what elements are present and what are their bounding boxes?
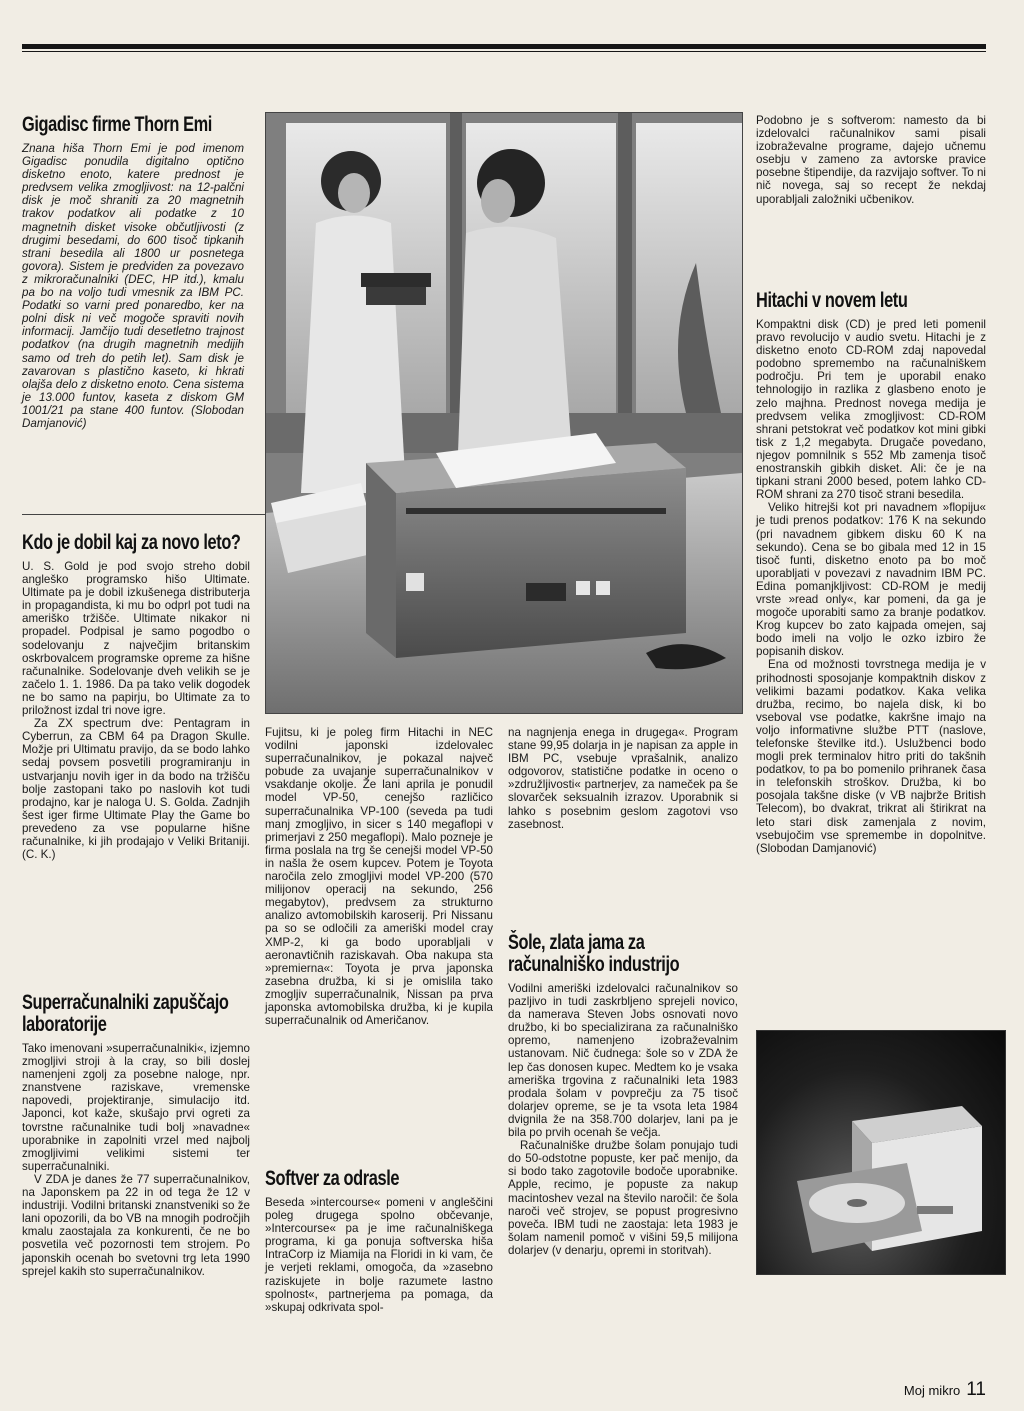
magazine-name: Moj mikro (903, 1383, 961, 1398)
hitachi-paragraph-3: Ena od možnosti tovrstnega medija je v prihodnosti sposojanje kompaktnih diskov z velikimi bazami podatkov. Kaka velika družba, recimo, bo najela disk, ki bo vseboval vse podatke, kakršne imajo na voljo informativne službe PTT (naslove, telefonske številke itd.). Uslužbenci bodo mogli prek terminalov hitro priti do takšnih podatkov, to pa bo pomenilo prihranek časa in telefonskih stroškov. Družba, ki bo posojala takšne diske (v VB najbrže British Telecom), bo dvakrat, trikrat ali štirikrat na leto stari disk zamenjala z novim, vsebujočim vse spremembe in dopolnitve. (Slobodan Damjanović) (756, 658, 986, 855)
superracunalniki-paragraph-1: Tako imenovani »superračunalniki«, izjemno zmogljivi stroji à la cray, so bili doslej namenjeni zgolj za posebne naloge, npr. znanstvene raziskave, vremenske napovedi, projektiranje, simulacijo itd. Japonci, kot kaže, skušajo prvi ogreti za tovrstne računalnike tudi bolj »navadne« uporabnike in zapolniti vrzel med najbolj zmogljivimi velikimi sistemi ter superračunalniki. (22, 1042, 250, 1173)
top-rule (22, 44, 986, 49)
article-gigadisc (22, 114, 244, 430)
article-sole (508, 932, 738, 1257)
page-footer (904, 1379, 986, 1401)
softver-title: Softver za odrasle (265, 1167, 400, 1190)
sole-paragraph-1: Vodilni ameriški izdelovalci računalnikov so pazljivo in tudi zaskrbljeno sprejeli novico, da namerava Steven Jobs osnovati novo družbo, ki bo specializirana za računalniško opremo, namenjeno izobraževalnim ustanovam. Nič čudnega: šole so v ZDA že lep čas donosen kupec. Medtem ko je vsaka ameriška trgovina z računalniki leta 1983 prodala šolam v povprečju za 75 tisoč dolarjev opreme, se je ta vsota leta 1984 dvignila že na 358.700 dolarjev, lani pa je bila po prvih ocenah še večja. (508, 982, 738, 1140)
cd-rom-drive-photo (756, 1030, 1006, 1275)
superracunalniki-continuation: Fujitsu, ki je poleg firm Hitachi in NEC vodilni japonski izdelovalec superračunalnikov, je pokazal največ pobude za uvajanje superračunalnikov v vsakdanje okolje. Že lani aprila je ponudil model VP-50, cenejšo različico superračunalnika VP-100 (seveda pa tudi manj zmogljivo, in sicer s 140 megaflopi v primerjavi z 250 megaflopi). Malo pozneje je firma poslala na trg še cenejši model VP-50 in našla že osem kupcev. Potem je Toyota naročila zelo zmogljivi model VP-200 (570 milijonov operacij na sekundo, 256 megabytov), predvsem za strukturno analizo avtomobilskih karoserij. Pri Nissanu pa so se odločili za ameriški model cray XMP-2, ki ga bodo uporabljali v aeronavtičnih raziskavah. Oba nakupa sta »premierna«: Toyota je prva japonska zasebna družba, ki si je omislila tako zmogljiv superračunalnik, Nissan pa prva japonska avtomobilska družba, ki je kupila superračunalnik od Američanov. (265, 726, 493, 1028)
gigadisc-body: Znana hiša Thorn Emi je pod imenom Gigadisc ponudila digitalno optično disketno enoto, katere prednost je predvsem velika zmogljivost: na 12-palčni disk je moč shraniti za 20 magnetnih trakov podatkov ali podatke z 10 magnetnih disket visoke občutljivosti (z drugimi besedami, do 600 tisoč tipkanih strani besedila ali 1800 ur posnetega govora). Sistem je predviden za povezavo z mikroračunalniki (DEC, HP itd.), kmalu pa bo na voljo tudi vmesnik za IBM PC. Podatki so varni pred ponaredbo, ker na polni disk ni več mogoče spraviti novih informacij. Jamčijo tudi desetletno trajnost podatkov (na drugih magnetnih medijih samo od treh do petih let). Sam disk je zavarovan s plastično kaseto, ki hkrati olajša delo z disketno enoto. Cena sistema je 13.000 funtov, kaseta z diskom GM 1001/21 pa stane 400 funtov. (Slobodan Damjanović) (22, 142, 244, 430)
hitachi-paragraph-1: Kompaktni disk (CD) je pred leti pomenil pravo revolucijo v audio svetu. Hitachi je z disketno enoto CD-ROM zdaj napovedal podobno spremembo na računalniškem področju. Pri tem je uporabil enako tehnologijo in razlika z glasbeno enoto je zelo majhna. Prednost novega medija je predvsem velika zmogljivost: CD-ROM shrani petstokrat več podatkov kot mini gibki tisk z 1,2 megabyta. Drugače povedano, njegov pomnilnik s 552 Mb zamenja tisoč enostranskih gibkih disket. Ali: če je na tipkani strani 2000 besed, potem lahko CD-ROM shrani za 270 tisoč strani besedila. (756, 318, 986, 502)
superracunalniki-paragraph-2: V ZDA je danes že 77 superračunalnikov, na Japonskem pa 22 in od tega že 12 v industriji. Vodilni britanski znanstveniki so že lani opozorili, da bo VB na mnogih področjih kmalu zaostajala za konkurenti, če ne bo posvetila več pozornosti tem strojem. Po japonskih ocenah bo svetovni trg leta 1990 sprejel kakih sto superračunalnikov. (22, 1172, 250, 1278)
kdo-title: Kdo je dobil kaj za novo leto? (22, 531, 241, 554)
top-rule-thin (22, 51, 986, 52)
softver-continuation: na nagnjenja enega in drugega«. Program stane 99,95 dolarja in je napisan za apple in IBM PC, vsebuje vprašalnik, analizo odgovorov, statistične podatke in oceno o »združljivosti« partnerjev, za nameček pa še slovarček seksualnih izrazov. Uporabnik si lahko s posebnim geslom zagotovi vso zasebnost. (508, 726, 738, 831)
column-divider (22, 514, 266, 515)
article-superracunalniki-continued (265, 726, 493, 1027)
kdo-paragraph-1: U. S. Gold je pod svojo streho dobil angleško programsko hišo Ultimate. Ultimate pa je dobil izkušenega distributerja in propagandista, ki mu bo odprl pot tudi na ameriško tržišče. Ultimate nikakor ni propadel. Podpisal je samo pogodbo o sodelovanju z največjim britanskim oskrbovalcem programske opreme za hišne računalnike. Sodelovanje dveh velikih se je začelo 1. 1. 1986. Da pa tako velik dogodek ne bo samo na papirju, bo Ultimate za to priložnost izdal tri nove igre. (22, 560, 250, 718)
gigadisc-title: Gigadisc firme Thorn Emi (22, 113, 212, 136)
main-photo-drawing (266, 113, 742, 713)
article-softver-continued (508, 726, 738, 831)
sole-title: Šole, zlata jama za računalniško industrijo (508, 931, 680, 976)
two-women-with-optical-disc-drive-photo (265, 112, 743, 714)
kdo-paragraph-2: Za ZX spectrum dve: Pentagram in Cyberrun, za CBM 64 pa Dragon Skulle. Možje pri Ultimatu pravijo, da se bodo lahko sedaj povsem posvetili programiranju in ustvarjanju novih iger in da bodo na tržišču bolje zastopani tako po naslovih kot tudi prodajno, kar je naloga U. S. Golda. Zadnjih šest iger firme Ultimate Play the Game bo prevedeno za vse popularne hišne računalnike, ki jih prodajajo v Veliki Britaniji. (C. K.) (22, 717, 250, 862)
hitachi-title: Hitachi v novem letu (756, 289, 908, 312)
softverom-body: Podobno je s softverom: namesto da bi izdelovalci računalnikov sami pisali izobraževalne programe, dajejo učnemu osebju v zameno za avtorske pravice posebne štipendije, da razvijajo softver. To ni nič novega, saj so recept že nekdaj uporabljali založniki učbenikov. (756, 114, 986, 206)
hitachi-paragraph-2: Veliko hitrejši kot pri navadnem »flopiju« je tudi prenos podatkov: 176 K na sekundo (pri navadnem gibkem disku 60 K na sekundo). Cena se bo gibala med 12 in 15 tisoč funti, disketno enoto pa bo moč uporabljati v povezavi z navadnim IBM PC. Edina pomanjkljivost: CD-ROM je medij vrste »read only«, kar pomeni, da ga je mogoče uporabiti samo za branje podatkov. Krog kupcev bo zato kajpada omejen, saj bodo imeli na voljo le ozko izbiro že popisanih diskov. (756, 501, 986, 659)
article-superracunalniki (22, 992, 250, 1278)
superracunalniki-title: Superračunalniki zapuščajo laboratorije (22, 991, 229, 1036)
article-kdo (22, 532, 250, 861)
sole-paragraph-2: Računalniške družbe šolam ponujajo tudi do 50-odstotne popuste, ker pač menijo, da si bodo tako zagotovile bodoče uporabnike. Apple, recimo, je popuste za nakup macintoshev vezal na število naročil: če šola naroči več strojev, se popust progresivno poveča. IBM tudi ne zaostaja: leta 1983 je šolam namenil pomoč v višini 59,5 milijona dolarjev (v denarju, opremi in storitvah). (508, 1139, 738, 1257)
article-hitachi (756, 290, 986, 855)
small-photo-drawing (757, 1031, 1005, 1274)
article-softver (265, 1168, 493, 1314)
softver-body: Beseda »intercourse« pomeni v angleščini poleg drugega spolno občevanje, »Intercourse« pa je ime računalniškega programa, ki ga ponuja softverska hiša IntraCorp iz Miamija na Floridi in ki vam, če je verjeti reklami, omogoča, da »zasebno raziskujete in bolje razumete lastno spolnost«, partnerjema pa pomaga, da »skupaj odkrivata spol- (265, 1196, 493, 1314)
article-softverom (756, 114, 986, 206)
page-number: 11 (966, 1379, 986, 1400)
